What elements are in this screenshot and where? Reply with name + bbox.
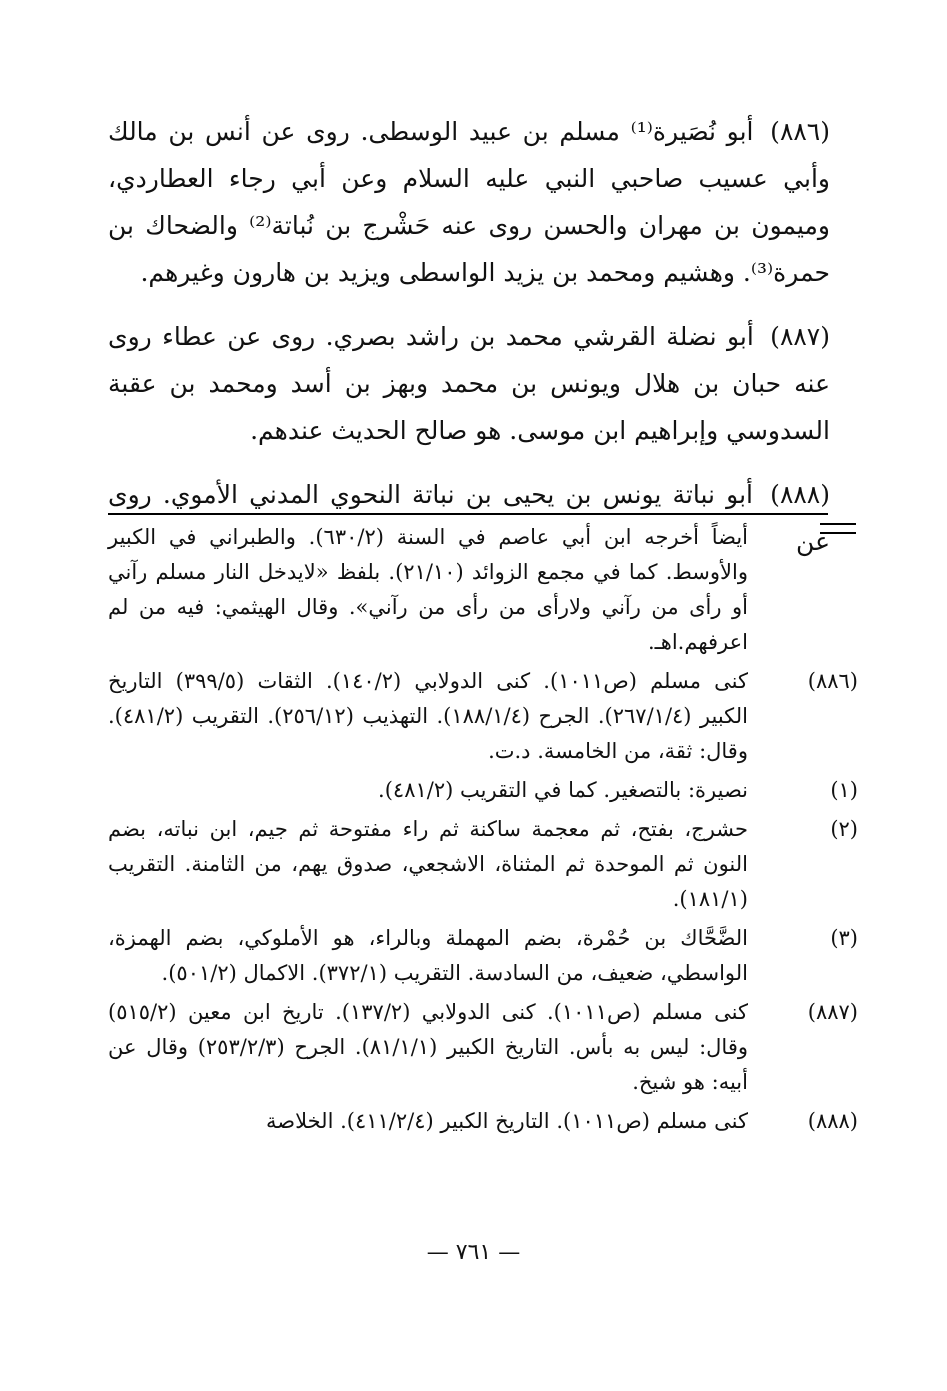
entry-number: (٨٨٦) <box>770 117 830 146</box>
footnotes <box>108 520 858 1143</box>
entry-number: (٨٨٧) <box>770 322 830 351</box>
footnote-886 <box>108 664 858 769</box>
footnote-text: نصيرة: بالتصغير. كما في التقريب (٤٨١/٢). <box>378 778 748 802</box>
footnote-number: (٨٨٨) <box>807 1109 858 1133</box>
page-number: — ٧٦١ — <box>426 1240 521 1265</box>
footnote-number: (١) <box>830 778 858 802</box>
footnote-text: كنى مسلم (ص١٠١١). التاريخ الكبير (٤١١/٢/٤). الخلاصة <box>266 1109 748 1133</box>
footnote-number: (٨٨٦) <box>807 669 858 693</box>
entry-text: أبو نضلة القرشي محمد بن راشد بصري. روى عن عطاء روى عنه حبان بن هلال ويونس بن محمد وبهز بن أسد ومحمد بن عقبة السدوسي وإبراهيم ابن موسى. هو صالح الحديث عندهم. <box>108 322 830 445</box>
footnote-text: حشرج، بفتح، ثم معجمة ساكنة ثم راء مفتوحة ثم جيم، ابن نباته، بضم النون ثم الموحدة ثم المثناة، الاشجعي، صدوق يهم، من الثامنة. التقريب (١٨١/١). <box>108 817 748 911</box>
footnote-887 <box>108 995 858 1100</box>
footnote-number: (٨٨٧) <box>807 1000 858 1024</box>
footnote-number: (٢) <box>830 817 858 841</box>
footnote-1 <box>108 773 858 808</box>
footnote-text: كنى مسلم (ص١٠١١). كنى الدولابي (١٣٧/٢). تاريخ ابن معين (٥١٥/٢) وقال: ليس به بأس. التاريخ الكبير (٨١/١/١). الجرح (٢٥٣/٢/٣) وقال عن أبيه: هو شيخ. <box>108 1000 748 1094</box>
footnote-3 <box>108 921 858 991</box>
entry-number: (٨٨٨) <box>770 480 830 509</box>
entry-887 <box>108 313 830 454</box>
entry-text: أبو نباتة يونس بن يحيى بن نباتة النحوي المدني الأموي. روى عن <box>108 480 830 556</box>
footnote-continuation: أيضاً أخرجه ابن أبي عاصم في السنة (٦٣٠/٢). والطبراني في الكبير والأوسط. كما في مجمع الزوائد (٢١/١٠). بلفظ «لايدخل النار مسلم رآني أو رأى من رآني ولارأى من رأى من رآني». وقال الهيثمي: فيه من لم اعرفهم.اهـ. <box>108 525 749 654</box>
main-text <box>108 108 830 582</box>
footnote-text: الضَّحَّاك بن حُمْرة، بضم المهملة وبالراء، هو الأملوكي، بضم الهمزة، الواسطي، ضعيف، من السادسة. التقريب (٣٧٢/١). الاكمال (٥٠١/٢). <box>108 926 748 985</box>
footnote-separator <box>108 513 828 515</box>
footnote-2 <box>108 812 858 917</box>
footnote-number: (٣) <box>830 926 858 950</box>
footnote-888 <box>108 1104 858 1139</box>
entry-886 <box>108 108 830 296</box>
footnote-text: كنى مسلم (ص١٠١١). كنى الدولابي (١٤٠/٢). الثقات (٣٩٩/٥) التاريخ الكبير (٢٦٧/١/٤). الجرح (١٨٨/١/٤). التهذيب (٢٥٦/١٢). التقريب (٤٨١/٢). وقال: ثقة، من الخامسة. د.ت. <box>108 669 748 763</box>
entry-text: أبو نُصَيرة⁽¹⁾ مسلم بن عبيد الوسطى. روى عن أنس بن مالك وأبي عسيب صاحبي النبي عليه السلام وعن أبي رجاء العطاردي، وميمون بن مهران والحسن روى عنه حَشْرج بن نُباتة⁽²⁾ والضحاك بن حمرة⁽³⁾. وهشيم ومحمد بن يزيد الواسطى ويزيد بن هارون وغيرهم. <box>108 117 830 287</box>
